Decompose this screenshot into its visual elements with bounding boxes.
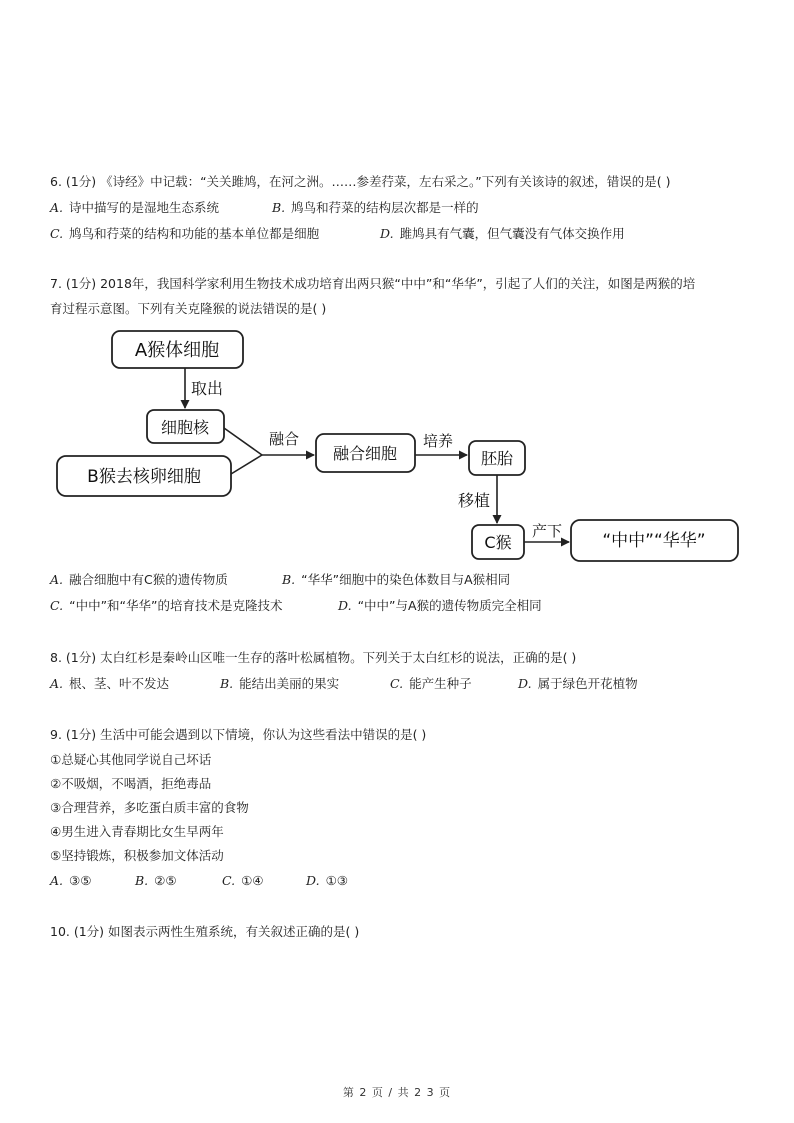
option-letter: C.: [390, 676, 404, 691]
q9-item: ④男生进入青春期比女生早两年: [50, 824, 224, 839]
box-fused-label: 融合细胞: [332, 444, 398, 463]
q7-option-d[interactable]: [338, 598, 542, 614]
option-letter: C.: [222, 873, 236, 888]
option-letter: D.: [518, 676, 532, 691]
option-letter: A.: [50, 873, 64, 888]
option-letter: C.: [50, 598, 64, 613]
q8-stem: 8. (1分) 太白红杉是秦岭山区唯一生存的落叶松属植物。下列关于太白红杉的说法，正确的是( ): [50, 650, 577, 665]
option-text: 能结出美丽的果实: [239, 676, 340, 691]
option-letter: D.: [380, 226, 394, 241]
option-text: 根、茎、叶不发达: [69, 676, 170, 691]
box-a-label: A猴体细胞: [134, 340, 220, 361]
option-letter: B.: [135, 873, 149, 888]
q8-option-b[interactable]: [220, 676, 339, 692]
q9-option-d[interactable]: [306, 873, 348, 889]
box-embryo-label: 胚胎: [480, 449, 514, 468]
q8-option-d[interactable]: [518, 676, 638, 692]
merge-line-bottom: [231, 455, 262, 474]
option-letter: C.: [50, 226, 64, 241]
option-letter: A.: [50, 676, 64, 691]
option-text: “中中”与A猴的遗传物质完全相同: [357, 598, 542, 613]
q9-item: ②不吸烟，不喝酒，拒绝毒品: [50, 776, 212, 791]
q9-item: ③合理营养，多吃蛋白质丰富的食物: [50, 800, 249, 815]
box-result-label: “中中”“华华”: [602, 531, 706, 551]
q9-item: ⑤坚持锻炼，积极参加文体活动: [50, 848, 224, 863]
option-letter: B.: [272, 200, 286, 215]
label-extract: 取出: [191, 379, 224, 398]
option-text: 诗中描写的是湿地生态系统: [69, 200, 220, 215]
q7-stem-line2: 育过程示意图。下列有关克隆猴的说法错误的是( ): [50, 301, 327, 316]
option-letter: D.: [338, 598, 352, 613]
option-text: 融合细胞中有C猴的遗传物质: [69, 572, 228, 587]
merge-line-top: [224, 428, 262, 455]
option-text: 雎鸠具有气囊，但气囊没有气体交换作用: [399, 226, 625, 241]
option-text: ②⑤: [154, 873, 177, 888]
option-letter: D.: [306, 873, 320, 888]
option-letter: A.: [50, 200, 64, 215]
option-text: ①③: [325, 873, 348, 888]
box-b-label: B猴去核卵细胞: [87, 467, 201, 487]
q7-option-b[interactable]: [282, 572, 510, 588]
q9-stem: 9. (1分) 生活中可能会遇到以下情境，你认为这些看法中错误的是( ): [50, 727, 427, 742]
q7-stem-line1: 7. (1分) 2018年，我国科学家利用生物技术成功培育出两只猴“中中”和“华华”，引起了人们的关注，如图是两猴的培: [50, 276, 696, 291]
q8-option-c[interactable]: [390, 676, 472, 692]
option-text: “华华”细胞中的染色体数目与A猴相同: [301, 572, 511, 587]
box-nucleus-label: 细胞核: [160, 418, 210, 437]
q9-option-b[interactable]: [135, 873, 177, 889]
label-birth: 产下: [532, 522, 563, 540]
option-letter: B.: [282, 572, 296, 587]
q7-option-c[interactable]: [50, 598, 283, 614]
option-text: 能产生种子: [409, 676, 472, 691]
option-letter: B.: [220, 676, 234, 691]
q6-stem: 6. (1分) 《诗经》中记载：“关关雎鸠，在河之洲。……参差荇菜，左右采之。”下列有关该诗的叙述，错误的是( ): [50, 174, 671, 189]
option-text: ③⑤: [69, 873, 92, 888]
label-fuse: 融合: [269, 430, 300, 448]
label-transplant: 移植: [458, 491, 491, 510]
q8-option-a[interactable]: [50, 676, 169, 692]
box-c-label: C猴: [484, 533, 512, 552]
option-text: “中中”和“华华”的培育技术是克隆技术: [69, 598, 283, 613]
option-letter: A.: [50, 572, 64, 587]
label-culture: 培养: [423, 432, 454, 450]
option-text: 属于绿色开花植物: [537, 676, 638, 691]
option-text: 鸠鸟和荇菜的结构层次都是一样的: [291, 200, 479, 215]
q7-option-a[interactable]: [50, 572, 228, 588]
q9-item: ①总疑心其他同学说自己坏话: [50, 752, 212, 767]
q9-option-c[interactable]: [222, 873, 264, 889]
q9-option-a[interactable]: [50, 873, 91, 889]
option-text: ①④: [241, 873, 264, 888]
page-footer: 第 2 页 / 共 2 3 页: [342, 1086, 452, 1099]
q10-stem: 10. (1分) 如图表示两性生殖系统，有关叙述正确的是( ): [50, 924, 360, 939]
option-text: 鸠鸟和荇菜的结构和功能的基本单位都是细胞: [69, 226, 320, 241]
